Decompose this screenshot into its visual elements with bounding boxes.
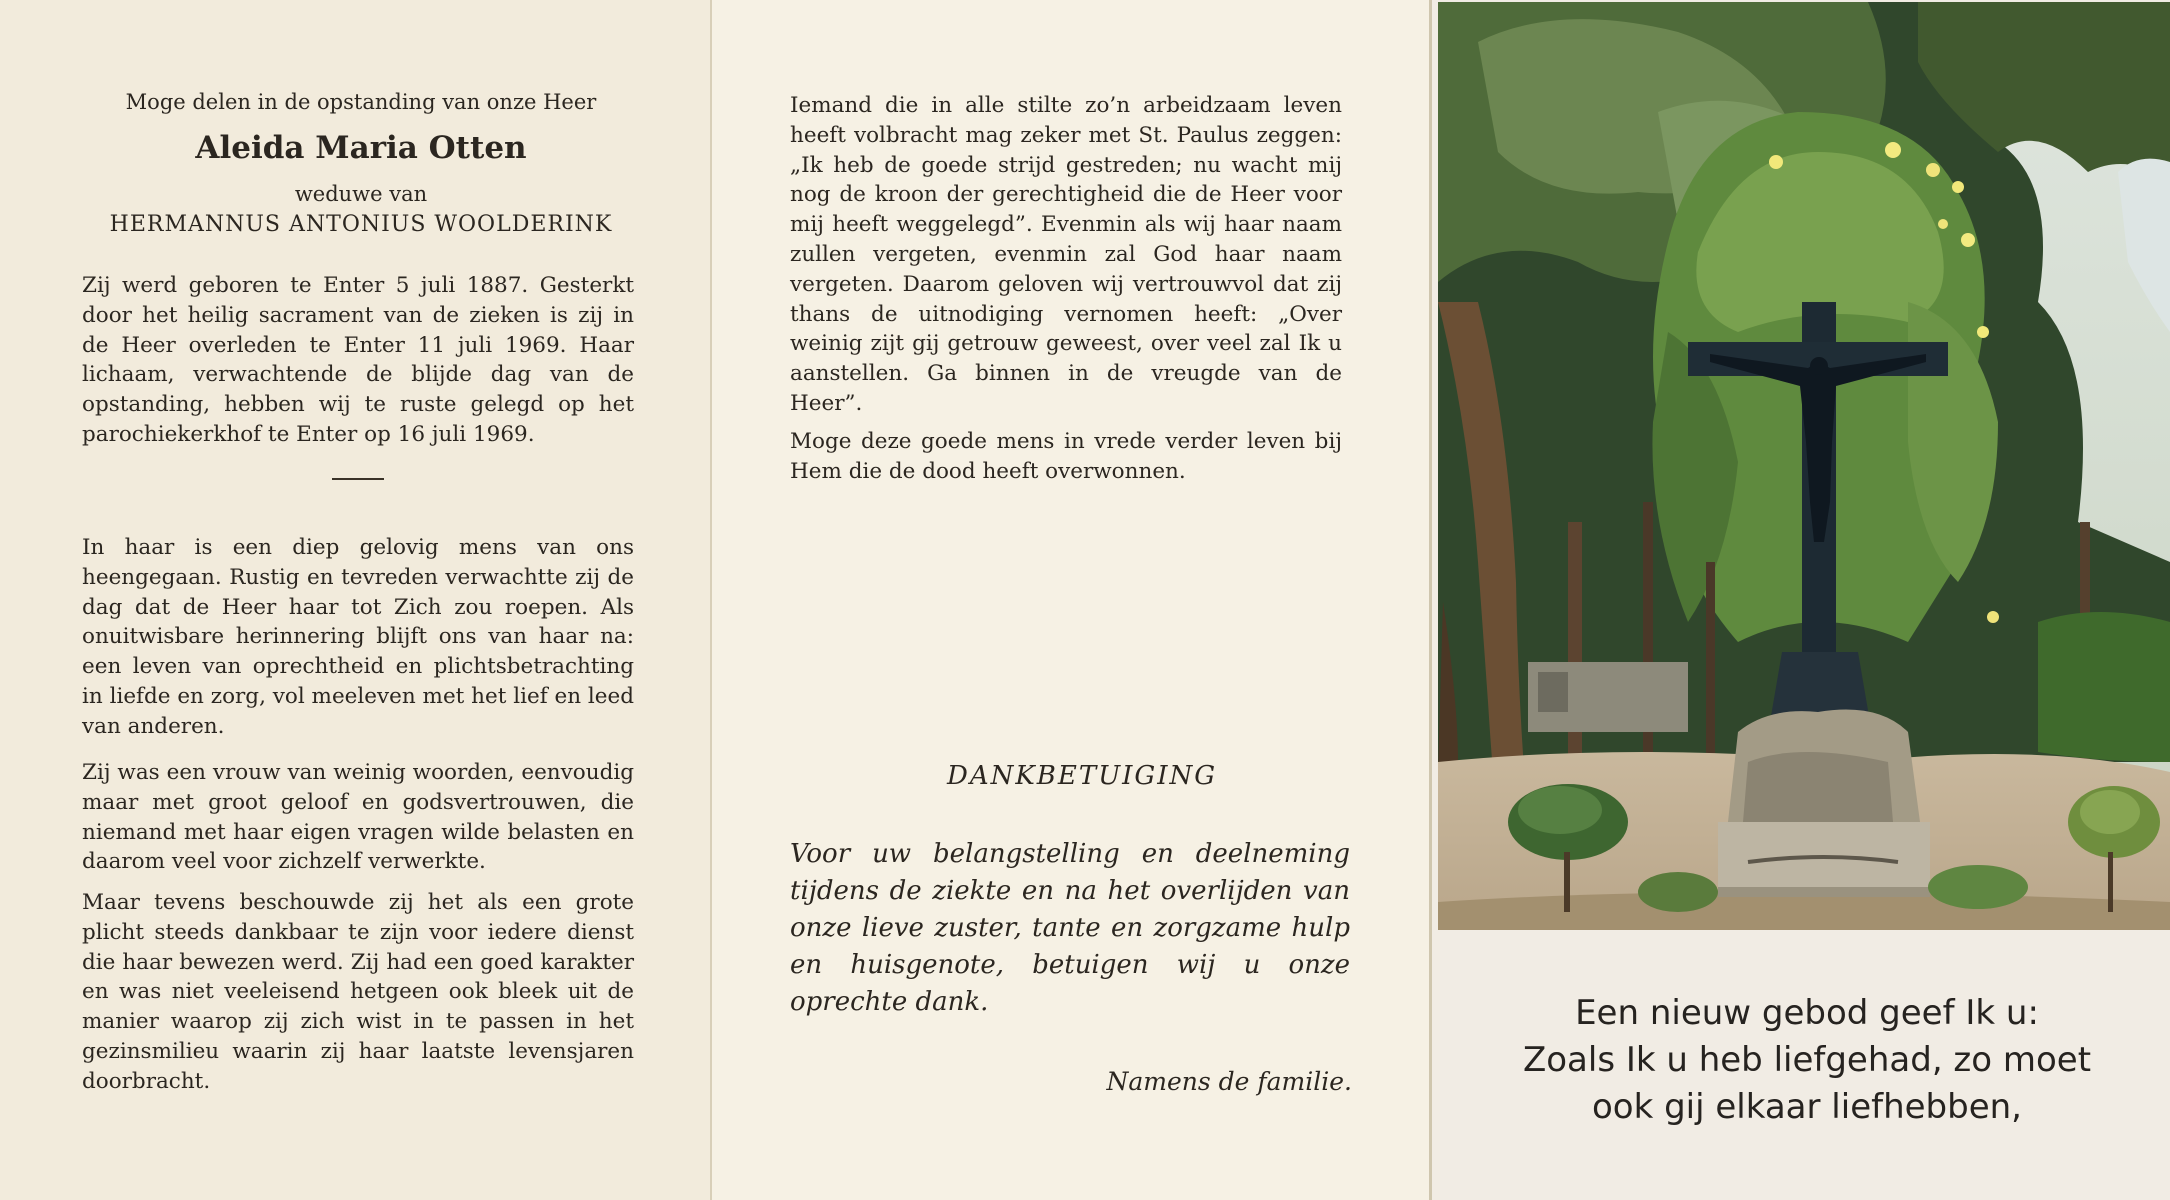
quote-paragraph: Iemand die in alle stilte zo’n arbeidzaam leven heeft volbracht mag zeker met St. Paulus zeggen: „Ik heb de goede strijd gestreden; nu wacht mij nog de kroon der gerechtigheid die de Heer voor mij heeft weggelegd”. Evenmin als wij haar naam zullen vergeten, evenmin zal God haar naam vergeten. Daarom geloven wij vertrouwvol dat zij thans de uitnodiging vernomen heeft: „Over weinig zijt gij getrouw geweest, over veel zal Ik u aanstellen. Ga binnen in de vreugde van de Heer”.: [790, 93, 1342, 416]
crucifix-garden-photo: [1438, 2, 2170, 930]
divider-line: [332, 478, 384, 480]
biography-paragraph: Zij werd geboren te Enter 5 juli 1887. Gesterkt door het heilig sacrament van de zieken is zij in de Heer overleden te Enter 11 juli 1969. Haar lichaam, verwachtende de blijde dag van de opstanding, hebben wij te ruste gelegd op het parochiekerkhof te Enter op 16 juli 1969.: [82, 273, 634, 447]
thanks-heading: DANKBETUIGING: [947, 761, 1217, 791]
tribute-paragraph: Maar tevens beschouwde zij het als een grote plicht steeds dankbaar te zijn voor iedere dienst die haar bewezen werd. Zij had een goed karakter en was niet veeleisend hetgeen ook bleek uit de manier waarop zij zich wist in te passen in het gezinsmilieu waarin zij haar laatste levensjaren doorbracht.: [82, 890, 634, 1094]
family-signature: Namens de familie.: [1106, 1067, 1352, 1096]
prayer-paragraph: Moge deze goede mens in vrede verder leven bij Hem die de dood heeft overwonnen.: [790, 429, 1342, 484]
card-panel-right: [1432, 0, 2170, 1200]
card-panel-left: [0, 0, 712, 1200]
card-panel-middle: [712, 0, 1432, 1200]
thanks-paragraph: Voor uw belangstelling en deelneming tijdens de ziekte en na het overlijden van onze lieve zuster, tante en zorgzame hulp en huisgenote, betuigen wij u onze oprechte dank.: [790, 839, 1350, 1017]
husband-name: HERMANNUS ANTONIUS WOOLDERINK: [109, 212, 613, 237]
verse-line: Een nieuw gebod geef Ik u:: [1575, 993, 2039, 1033]
tribute-paragraph: In haar is een diep gelovig mens van ons heengegaan. Rustig en tevreden verwachtte zij de dag dat de Heer haar tot Zich zou roepen. Als onuitwisbare herinnering blijft ons van haar na: een leven van oprechtheid en plichtsbetrachting in liefde en zorg, vol meeleven met het lief en leed van anderen.: [82, 535, 634, 739]
scripture-verse: [1472, 990, 2142, 1131]
tribute-paragraph: Zij was een vrouw van weinig woorden, eenvoudig maar met groot geloof en godsvertrouwen, die niemand met haar eigen vragen wilde belasten en daarom veel voor zichzelf verwerkte.: [82, 760, 634, 875]
deceased-name: Aleida Maria Otten: [195, 130, 527, 166]
widow-of-line: weduwe van: [294, 182, 428, 206]
verse-line: ook gij elkaar liefhebben,: [1592, 1087, 2022, 1127]
verse-line: Zoals Ik u heb liefgehad, zo moet: [1522, 1040, 2092, 1080]
intro-line: Moge delen in de opstanding van onze Heer: [125, 90, 597, 114]
